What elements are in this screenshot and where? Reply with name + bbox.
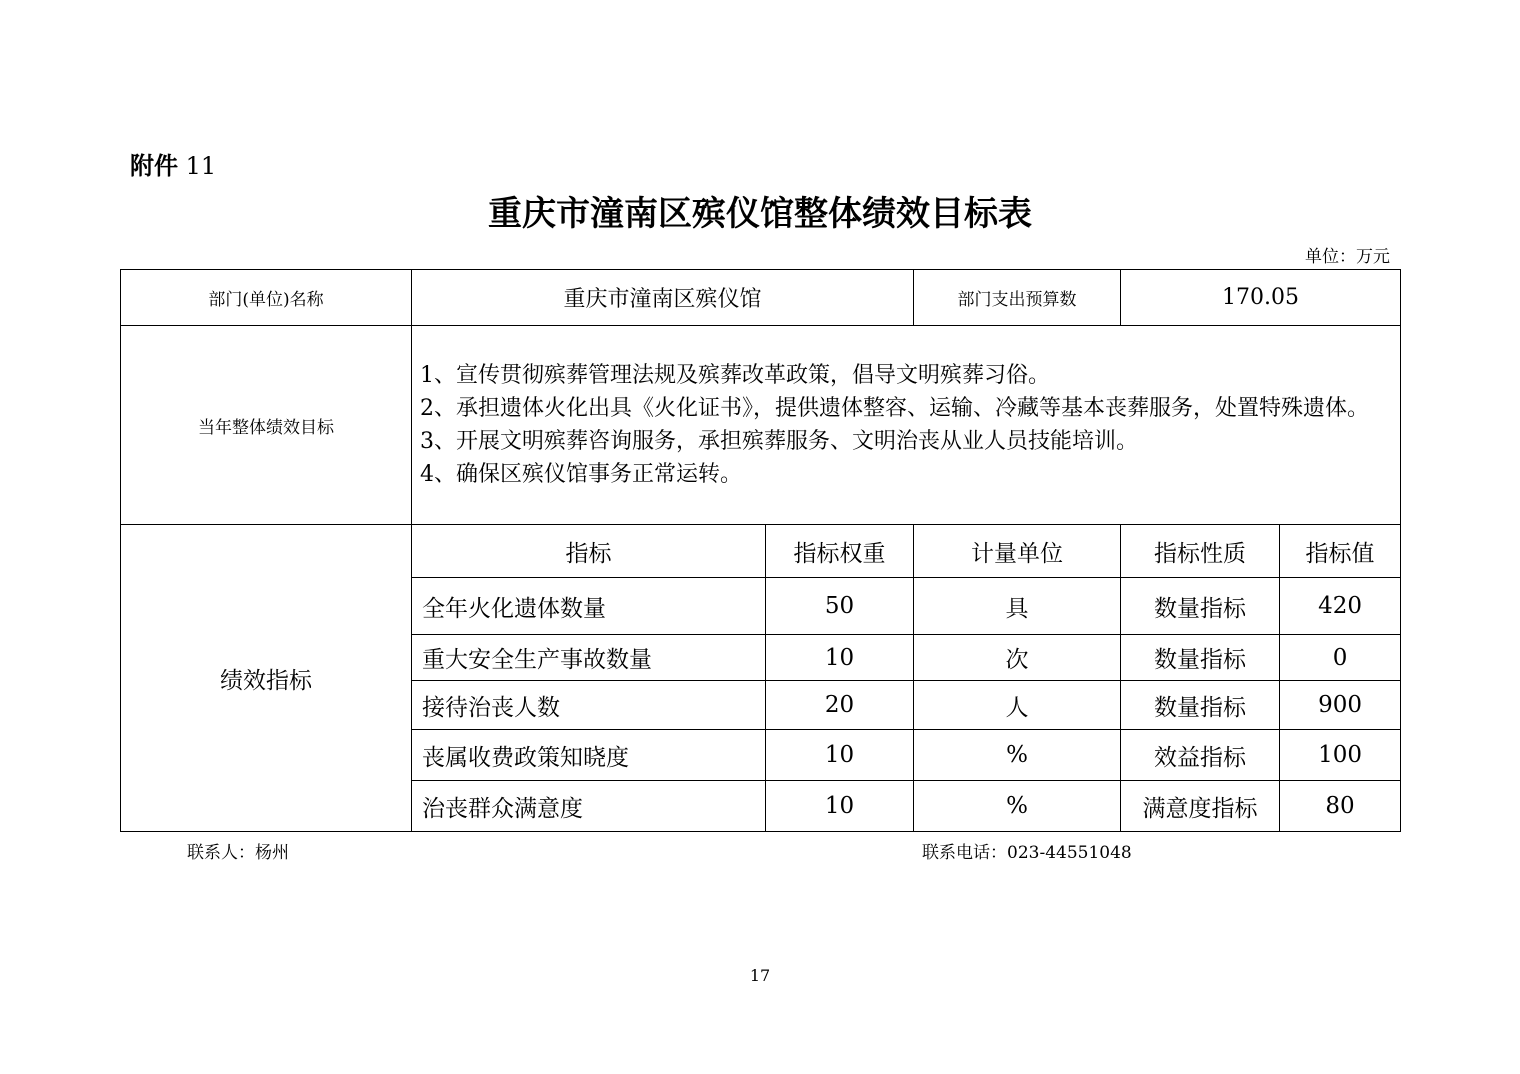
indicators-label: 绩效指标 — [121, 525, 412, 832]
performance-table — [120, 269, 1401, 832]
contact-phone: 联系电话：023-44551048 — [922, 843, 1132, 863]
indicator-unit: 次 — [914, 635, 1121, 681]
indicator-name: 重大安全生产事故数量 — [412, 635, 766, 681]
page-title: 重庆市潼南区殡仪馆整体绩效目标表 — [488, 194, 1032, 234]
budget-label: 部门支出预算数 — [914, 270, 1121, 326]
goals-row — [121, 326, 1401, 525]
indicator-value: 80 — [1280, 781, 1401, 832]
dept-row — [121, 270, 1401, 326]
indicator-value: 0 — [1280, 635, 1401, 681]
indicator-name: 全年火化遗体数量 — [412, 578, 766, 635]
header-cell: 指标权重 — [766, 525, 914, 578]
indicator-weight: 10 — [766, 635, 914, 681]
indicator-header-row — [121, 525, 1401, 578]
indicator-unit: % — [914, 730, 1121, 781]
goals-label: 当年整体绩效目标 — [121, 326, 412, 525]
indicator-weight: 10 — [766, 730, 914, 781]
goal-line: 4、确保区殡仪馆事务正常运转。 — [420, 462, 742, 487]
indicator-value: 420 — [1280, 578, 1401, 635]
dept-name-value: 重庆市潼南区殡仪馆 — [412, 270, 914, 326]
indicator-name: 接待治丧人数 — [412, 681, 766, 730]
attachment-number: 11 — [185, 152, 217, 180]
indicator-unit: % — [914, 781, 1121, 832]
goals-text — [412, 326, 1401, 525]
indicator-name: 治丧群众满意度 — [412, 781, 766, 832]
indicator-type: 数量指标 — [1121, 681, 1280, 730]
indicator-weight: 50 — [766, 578, 914, 635]
indicator-type: 数量指标 — [1121, 578, 1280, 635]
indicator-weight: 20 — [766, 681, 914, 730]
indicator-weight: 10 — [766, 781, 914, 832]
header-cell: 指标值 — [1280, 525, 1401, 578]
indicator-value: 100 — [1280, 730, 1401, 781]
goal-line: 1、宣传贯彻殡葬管理法规及殡葬改革政策，倡导文明殡葬习俗。 — [420, 363, 1050, 388]
indicator-type: 数量指标 — [1121, 635, 1280, 681]
page-number: 17 — [749, 966, 771, 985]
indicator-type: 效益指标 — [1121, 730, 1280, 781]
unit-label: 单位：万元 — [1305, 247, 1390, 267]
indicator-name: 丧属收费政策知晓度 — [412, 730, 766, 781]
header-cell: 指标 — [412, 525, 766, 578]
header-cell: 指标性质 — [1121, 525, 1280, 578]
goal-line: 3、开展文明殡葬咨询服务，承担殡葬服务、文明治丧从业人员技能培训。 — [420, 429, 1138, 454]
attachment-label — [130, 146, 216, 181]
budget-value: 170.05 — [1121, 270, 1401, 326]
indicator-value: 900 — [1280, 681, 1401, 730]
header-cell: 计量单位 — [914, 525, 1121, 578]
indicator-type: 满意度指标 — [1121, 781, 1280, 832]
dept-name-label: 部门(单位)名称 — [121, 270, 412, 326]
indicator-unit: 具 — [914, 578, 1121, 635]
goal-line: 2、承担遗体火化出具《火化证书》，提供遗体整容、运输、冷藏等基本丧葬服务，处置特殊遗体。 — [420, 396, 1370, 421]
indicator-unit: 人 — [914, 681, 1121, 730]
attachment-word: 附件 — [130, 152, 178, 180]
contact-person: 联系人：杨州 — [187, 843, 289, 863]
